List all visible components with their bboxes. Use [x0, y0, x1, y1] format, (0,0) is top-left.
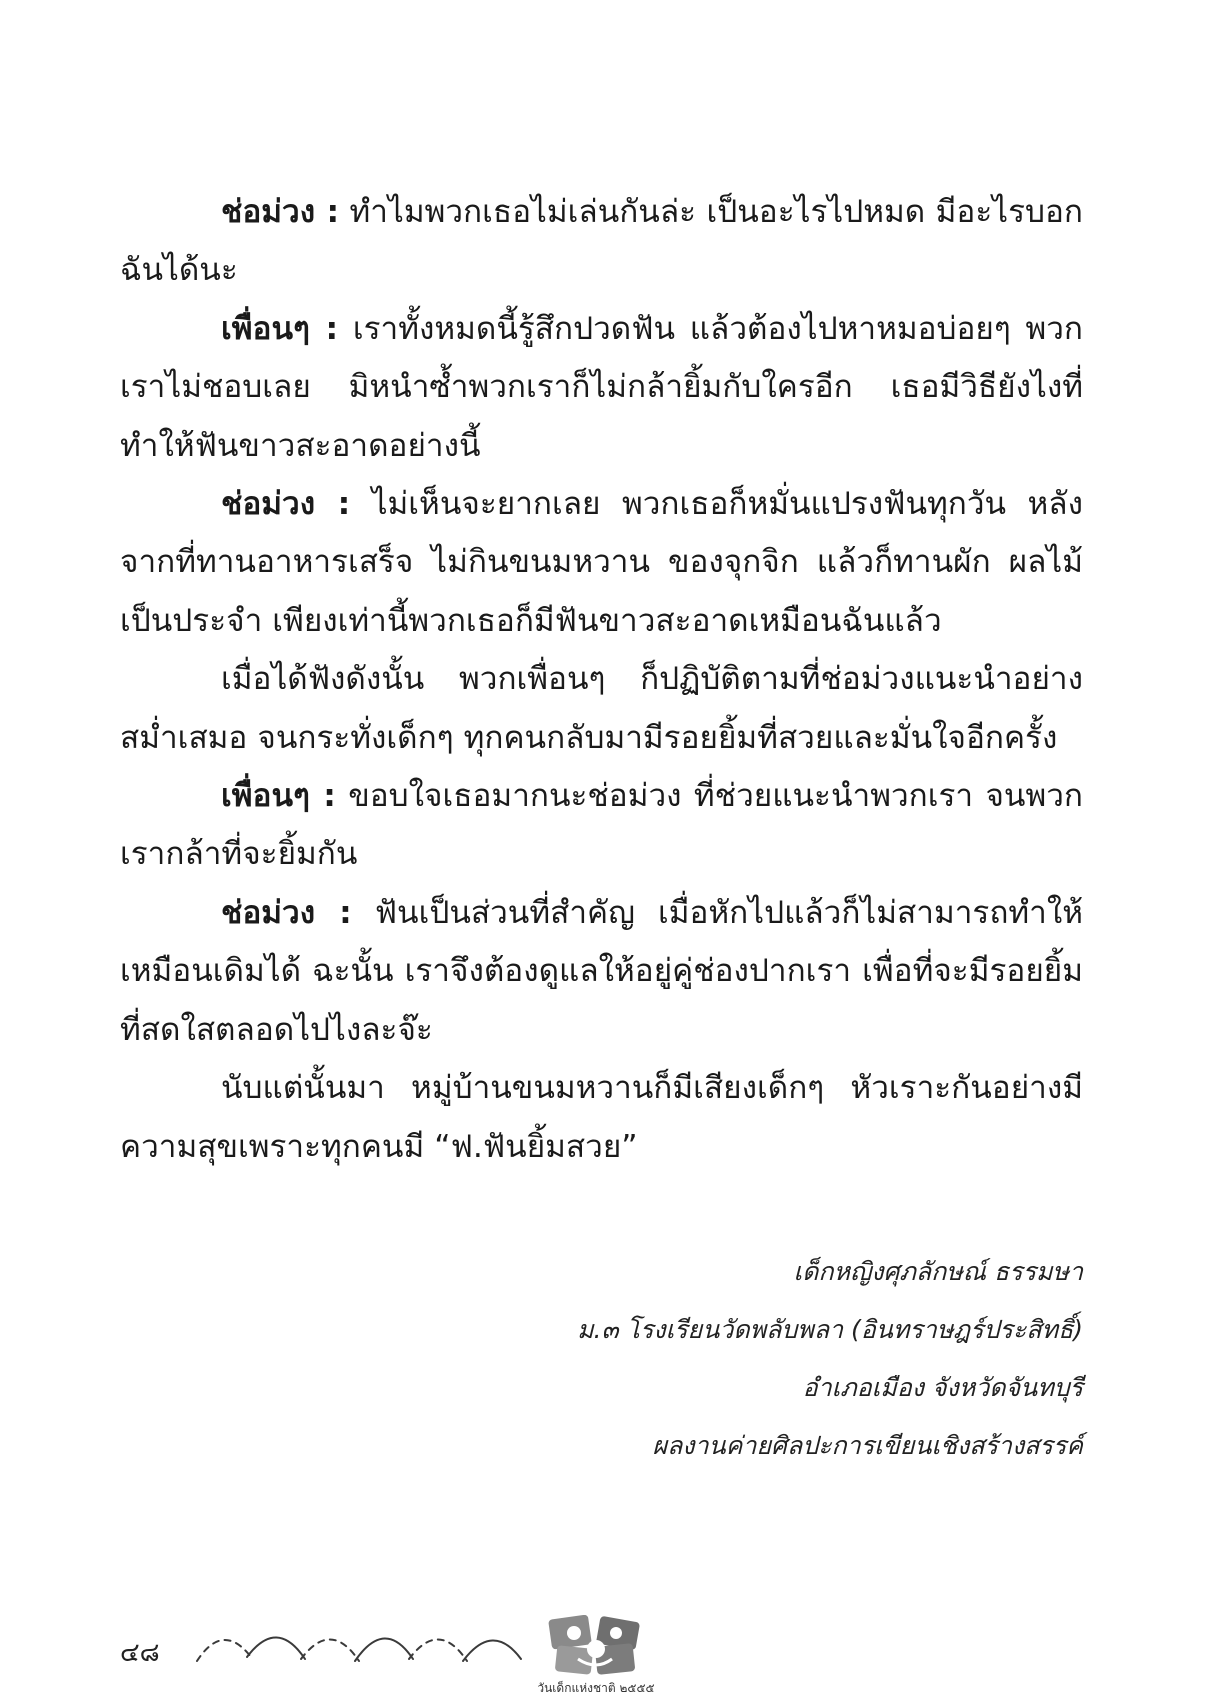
speaker-label: ช่อม่วง : [221, 486, 351, 523]
speaker-label: ช่อม่วง : [221, 194, 340, 230]
story-paragraph [120, 475, 1083, 650]
page-number: ๔๘ [120, 1638, 160, 1668]
speaker-label: เพื่อนๆ : [221, 310, 339, 347]
dialogue-text: เราทั้งหมดนี้รู้สึกปวดฟัน แล้วต้องไปหาหมอบ่อยๆ พวกเราไม่ชอบเลย มิหนำซ้ำพวกเราก็ไม่กล้ายิ้มกับใครอีก เธอมีวิธียังไงที่ทำให้ฟันขาวสะอาดอย่างนี้ [120, 310, 1084, 464]
speaker-label: ช่อม่วง : [221, 894, 352, 931]
arc-ornament-icon [195, 1617, 535, 1667]
author-location: อำเภอเมือง จังหวัดจันทบุรี [802, 1373, 1083, 1402]
children-day-logo-icon [548, 1615, 644, 1677]
narration-text: นับแต่นั้นมา หมู่บ้านขนมหวานก็มีเสียงเด็กๆ หัวเราะกันอย่างมีความสุขเพราะทุกคนมี “ฟ.ฟันยิ้มสวย” [120, 1070, 1083, 1165]
dialogue-text: ทำไมพวกเธอไม่เล่นกันล่ะ เป็นอะไรไปหมด มีอะไรบอกฉันได้นะ [120, 194, 1083, 289]
author-credits [577, 1243, 1083, 1475]
logo-caption: วันเด็กแห่งชาติ ๒๕๕๕ [537, 1681, 655, 1695]
story-paragraph [120, 884, 1083, 1059]
story-paragraph [120, 183, 1083, 300]
author-name: เด็กหญิงศุภลักษณ์ ธรรมษา [793, 1257, 1083, 1286]
story-paragraph [120, 300, 1083, 475]
author-school: ม.๓ โรงเรียนวัดพลับพลา (อินทราษฎร์ประสิทธิ์) [577, 1315, 1083, 1344]
narration-text: เมื่อได้ฟังดังนั้น พวกเพื่อนๆ ก็ปฏิบัติตามที่ช่อม่วงแนะนำอย่างสม่ำเสมอ จนกระทั่งเด็กๆ ทุกคนกลับมามีรอยยิ้มที่สวยและมั่นใจอีกครั้ง [120, 661, 1083, 756]
page-footer [0, 1615, 1213, 1701]
story-paragraph [120, 767, 1083, 884]
speaker-label: เพื่อนๆ : [221, 778, 336, 815]
project-name: ผลงานค่ายศิลปะการเขียนเชิงสร้างสรรค์ [652, 1431, 1083, 1460]
dialogue-text: ขอบใจเธอมากนะช่อม่วง ที่ช่วยแนะนำพวกเรา จนพวกเรากล้าที่จะยิ้มกัน [120, 778, 1083, 873]
story-paragraph [120, 1059, 1083, 1176]
dialogue-text: ฟันเป็นส่วนที่สำคัญ เมื่อหักไปแล้วก็ไม่สามารถทำให้เหมือนเดิมได้ ฉะนั้น เราจึงต้องดูแลให้อยู่คู่ช่องปากเรา เพื่อที่จะมีรอยยิ้มที่สดใสตลอดไปไงละจ๊ะ [120, 894, 1083, 1048]
dialogue-text: ไม่เห็นจะยากเลย พวกเธอก็หมั่นแปรงฟันทุกวัน หลังจากที่ทานอาหารเสร็จ ไม่กินขนมหวาน ของจุกจิก แล้วก็ทานผัก ผลไม้เป็นประจำ เพียงเท่านี้พวกเธอก็มีฟันขาวสะอาดเหมือนฉันแล้ว [120, 486, 1083, 639]
story-body [120, 183, 1083, 1176]
story-paragraph [120, 650, 1083, 767]
